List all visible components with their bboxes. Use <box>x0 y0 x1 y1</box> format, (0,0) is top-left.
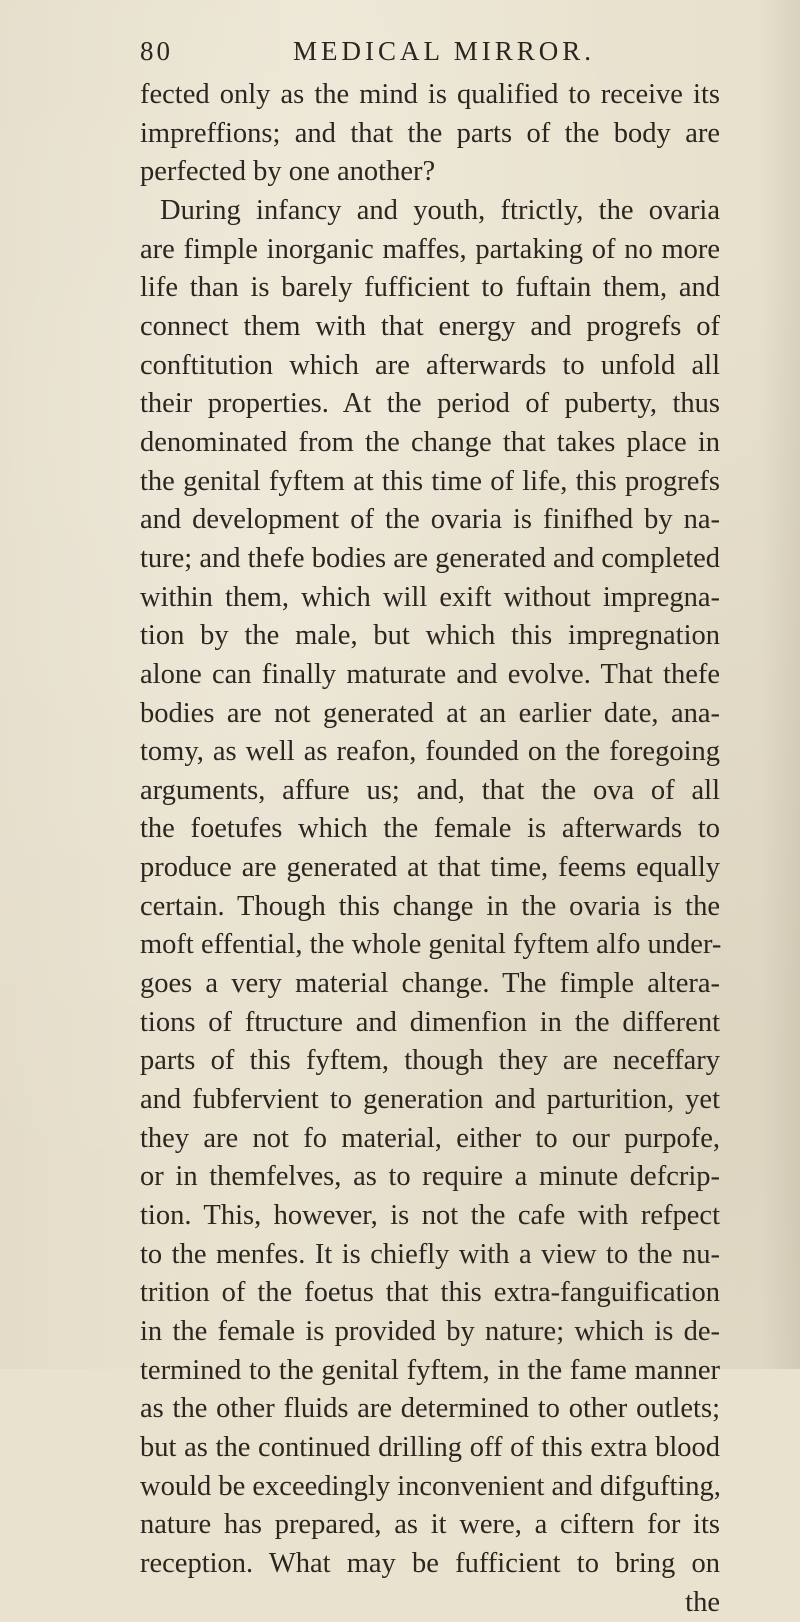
text-line: moft effential, the whole genital fyftem alfo under- <box>140 929 722 961</box>
text-line: as the other fluids are determined to other outlets; <box>140 1393 720 1425</box>
page-number: 80 <box>140 36 173 66</box>
text-line: tions of ftructure and dimenfion in the different <box>140 1006 720 1038</box>
catchword: the <box>685 1586 720 1618</box>
text-line: trition of the foetus that this extra-fanguification <box>140 1277 720 1309</box>
text-line: in the female is provided by nature; which is de- <box>140 1316 720 1347</box>
text-line: termined to the genital fyftem, in the fame manner <box>140 1354 720 1386</box>
text-line: arguments, affure us; and, that the ova of all <box>140 774 720 806</box>
running-title: MEDICAL MIRROR. <box>293 36 596 66</box>
text-line: their properties. At the period of puberty, thus <box>140 388 720 420</box>
text-line: and development of the ovaria is finifhed by na- <box>140 504 720 536</box>
text-line: nature has prepared, as it were, a ciftern for its <box>140 1509 720 1541</box>
text-line: tion by the male, but which this impregnation <box>140 620 720 652</box>
text-line: to the menfes. It is chiefly with a view to the nu- <box>140 1238 720 1270</box>
text-line: certain. Though this change in the ovaria is the <box>140 890 720 922</box>
text-line: denominated from the change that takes place in <box>140 426 720 458</box>
text-line: tomy, as well as reafon, founded on the foregoing <box>140 736 720 768</box>
page-edge-shadow <box>760 0 800 1369</box>
text-line: the foetufes which the female is afterwards to <box>140 813 720 845</box>
text-line: would be exceedingly inconvenient and difgufting, <box>140 1470 721 1502</box>
text-line: or in themfelves, as to require a minute defcrip- <box>140 1161 720 1193</box>
text-line: perfected by one another? <box>140 156 436 188</box>
page-header <box>140 36 780 72</box>
text-line: connect them with that energy and progrefs of <box>140 310 720 342</box>
text-line: bodies are not generated at an earlier date, ana- <box>140 697 720 729</box>
text-line: but as the continued drilling off of this extra blood <box>140 1431 720 1463</box>
body-text <box>140 76 720 1622</box>
text-line: they are not fo material, either to our purpofe, <box>140 1122 720 1154</box>
text-line: parts of this fyftem, though they are neceffary <box>140 1045 720 1077</box>
text-line: goes a very material change. The fimple altera- <box>140 968 720 1000</box>
text-line: tion. This, however, is not the cafe with refpect <box>140 1200 720 1232</box>
text-line: the genital fyftem at this time of life, this progrefs <box>140 465 720 497</box>
text-line: fected only as the mind is qualified to receive its <box>140 79 720 110</box>
text-line: reception. What may be fufficient to bring on <box>140 1547 720 1579</box>
text-line: life than is barely fufficient to fuftain them, and <box>140 272 720 304</box>
text-line: and fubfervient to generation and parturition, yet <box>140 1084 720 1116</box>
text-line: alone can finally maturate and evolve. That thefe <box>140 658 720 690</box>
text-line: produce are generated at that time, feems equally <box>140 852 720 884</box>
text-line: During infancy and youth, ftrictly, the ovaria <box>160 194 720 226</box>
text-line: within them, which will exift without impregna- <box>140 581 720 613</box>
text-line: ture; and thefe bodies are generated and completed <box>140 542 721 574</box>
text-line: are fimple inorganic maffes, partaking of no more <box>140 233 720 265</box>
text-line: conftitution which are afterwards to unfold all <box>140 349 720 381</box>
text-line: impreffions; and that the parts of the body are <box>140 117 720 149</box>
